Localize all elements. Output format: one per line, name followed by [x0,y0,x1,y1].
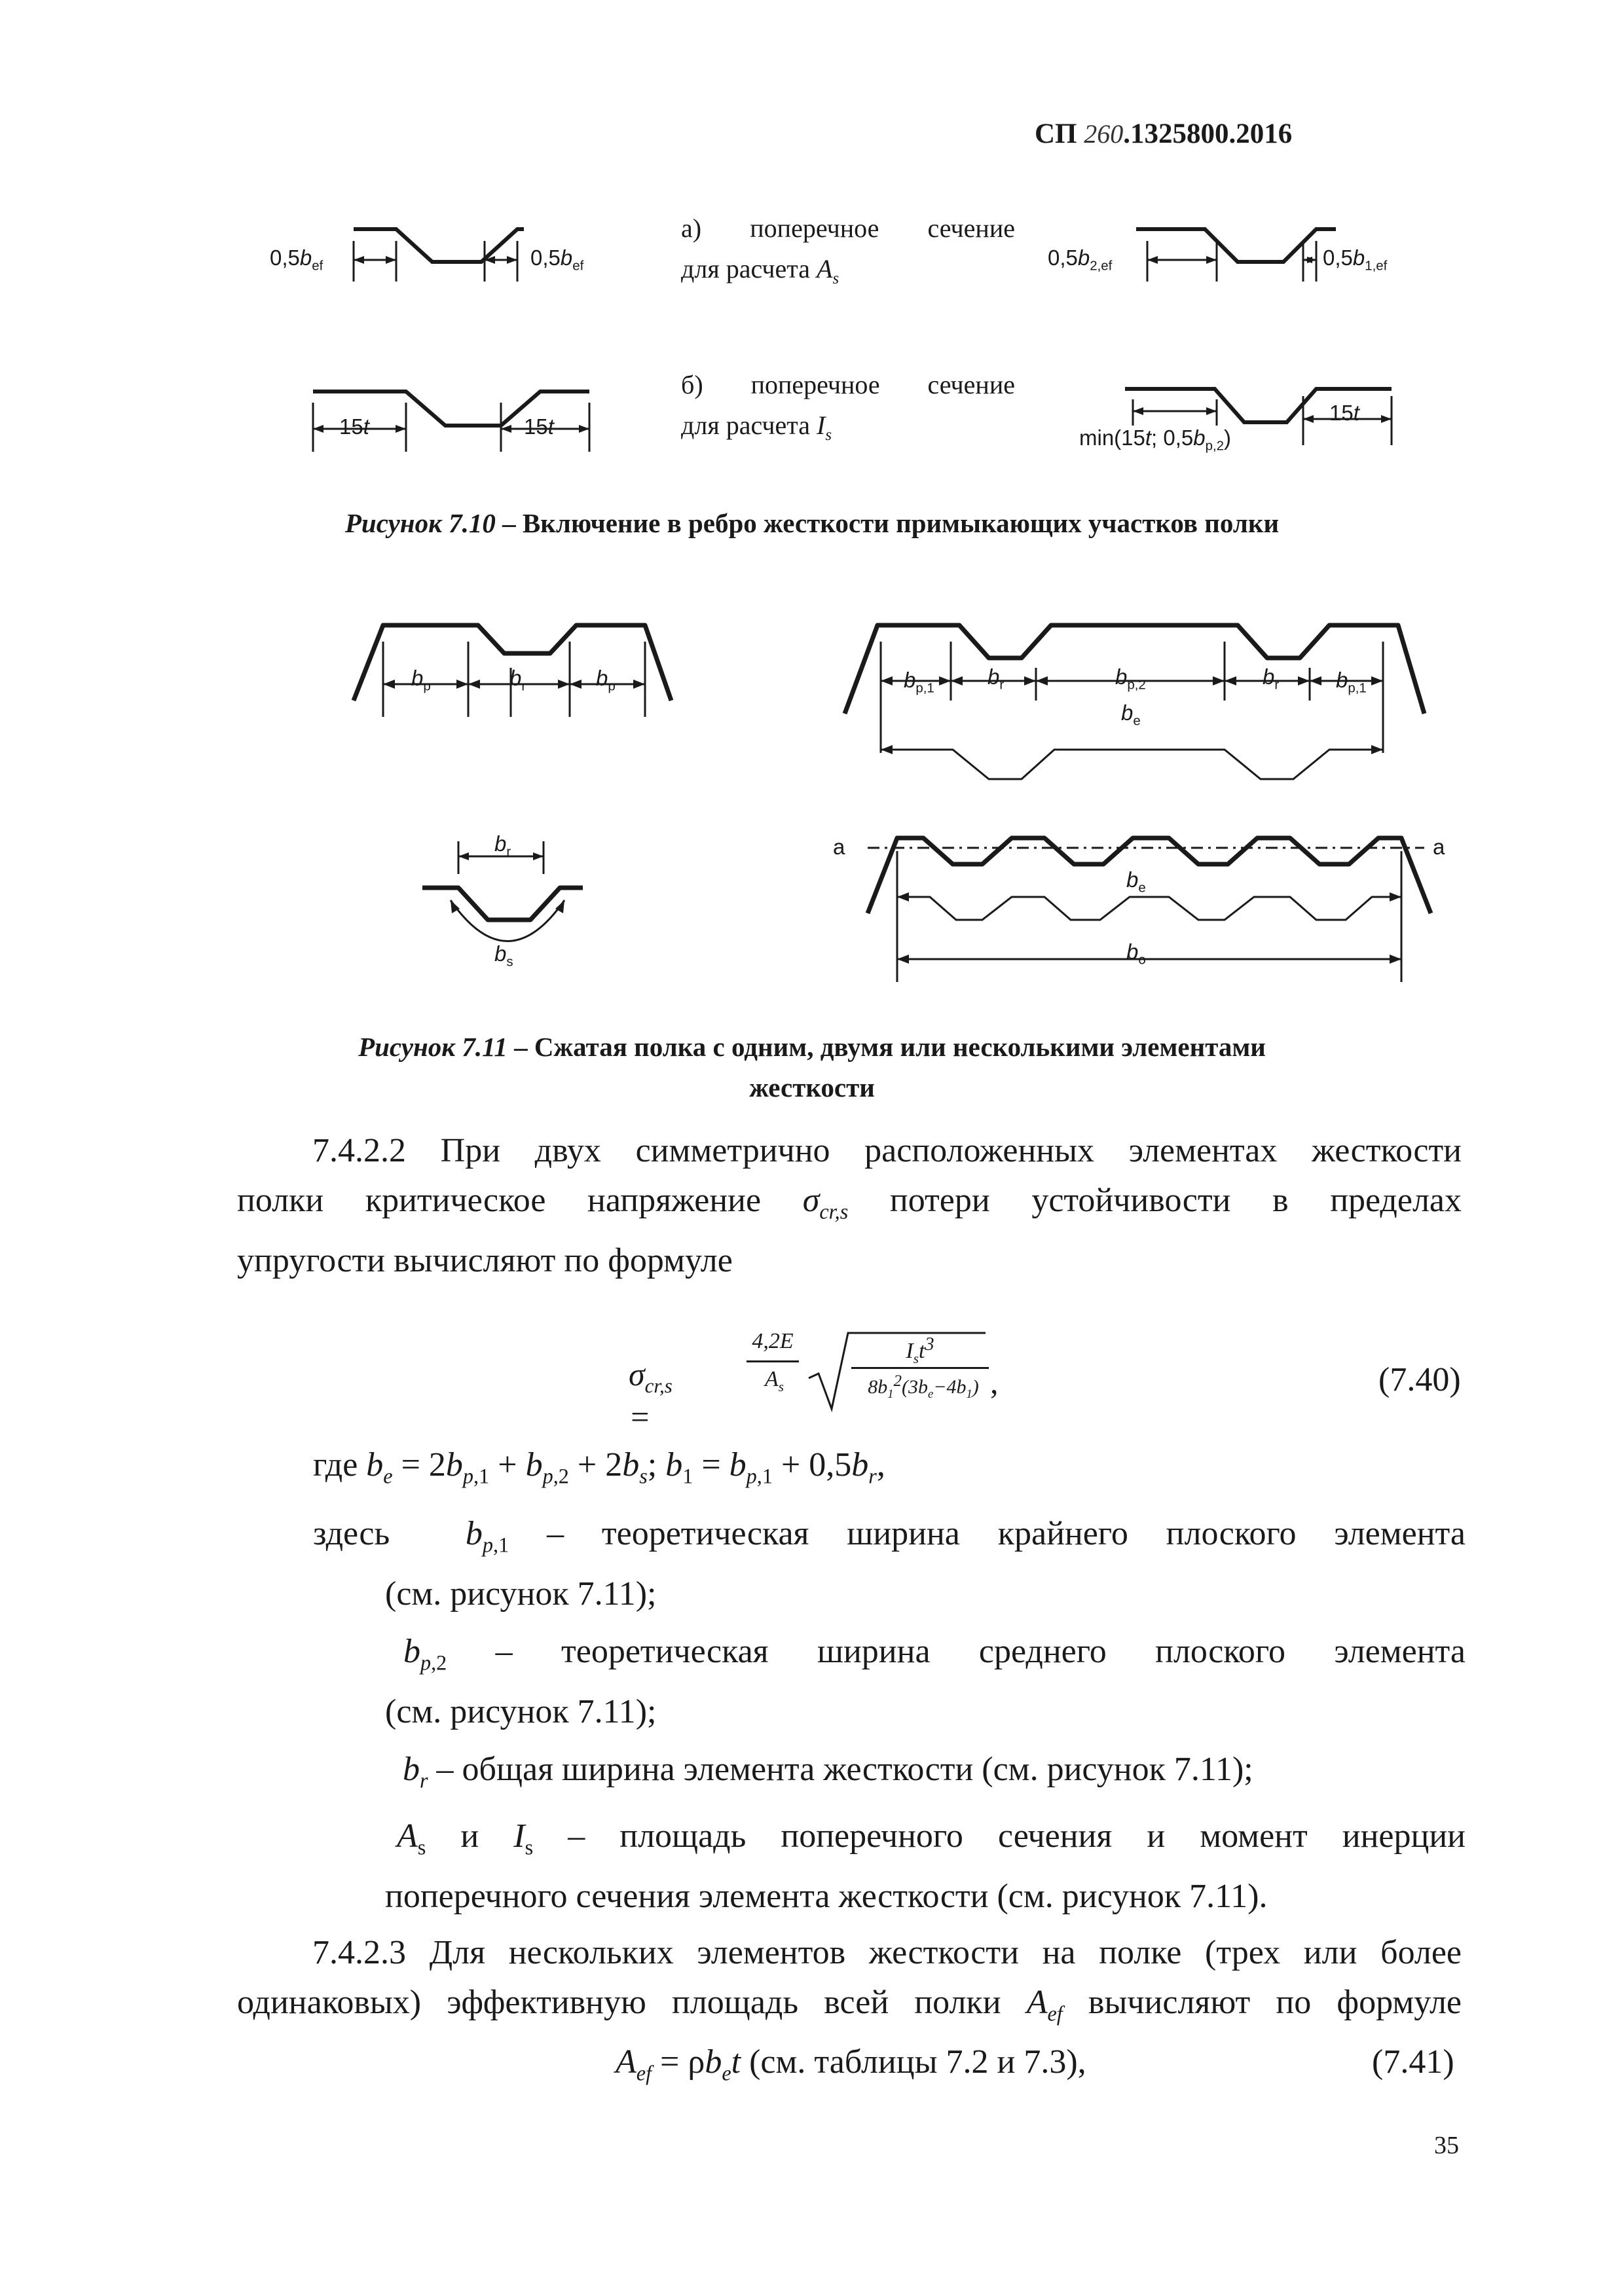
formula-denominator-2: $8b_1^2(3b_e-4b_1)$ [868,1372,979,1401]
figure-7-11-caption [196,1027,1428,1108]
label-bp2: $b_{p,2}$ [1115,665,1146,693]
p2-line2: одинаковых) эффективную площадь всей полки $A_{ef}$ вычисляют по формуле [237,1984,1462,2026]
caption-a-line2: для расчета [681,254,811,283]
caption-a-line1: а) поперечное сечение [681,213,1015,243]
formula-7-41-number: (7.41) [1372,2043,1454,2081]
label-a-left: a [833,835,845,859]
be-projection-two [881,750,1383,779]
label-bp-1: $b_p$ [411,666,431,694]
label-bp1-left: $b_{p,1}$ [904,668,934,696]
label-br-left: $b_r$ [987,665,1005,693]
formula-7-41: $A_{ef} = \rho b_et$ (см. таблицы 7.2 и 7.3), [616,2043,1086,2085]
formula-numerator-2: $I_st^3$ [906,1334,934,1367]
definition-as-is: $A_s$ и $I_s$ – площадь поперечного сечения и момент инерции поперечного сечения элемента жесткости (см. рисунок 7.11). [385,1812,1466,1922]
p2-line1: 7.4.2.3 Для нескольких элементов жесткости на полке (трех или более [312,1934,1462,1971]
label-min-15t: min(15t; $0,5b_{p,2}$) [1079,426,1232,454]
label-15t-right-b: 15t [1329,401,1359,425]
def1-line2: (см. рисунок 7.11); [385,1575,657,1613]
figure-7-10-label: Рисунок 7.10 [344,508,496,538]
label-bp-2: $b_p$ [596,666,616,694]
label-bs: $b_s$ [494,941,513,970]
header-handwritten-number: 260 [1084,119,1124,149]
paragraph-7-4-2-2 [237,1126,1462,1286]
def4-line2: поперечного сечения элемента жесткости (см. рисунок 7.11). [385,1878,1268,1916]
def2-line2: (см. рисунок 7.11); [385,1693,657,1731]
label-bp1-right: $b_{p,1}$ [1336,668,1367,696]
label-bo: $b_o$ [1126,939,1146,968]
definition-bp1: здесь $b_{p,1}$ – теоретическая ширина крайнего плоского элемента (см. рисунок 7.11); [313,1509,1466,1619]
definition-bp2: $b_{p,2}$ – теоретическая ширина среднего плоского элемента (см. рисунок 7.11); [385,1627,1466,1737]
caption-b-line1: б) поперечное сечение [681,370,1015,399]
p1-line3: упругости вычисляют по формуле [237,1242,733,1280]
label-br-1: $b_r$ [509,666,526,694]
p1-line1: 7.4.2.2 При двух симметрично расположенных элементах жесткости [312,1132,1462,1169]
profile-a-left [354,229,524,262]
label-15t-right: 15t [524,414,554,439]
label-0-5bef-right: $0,5b_{ef}$ [530,246,584,274]
label-0-5b1ef: $0,5b_{1,ef}$ [1323,246,1388,274]
label-0-5b2ef: $0,5b_{2,ef}$ [1048,246,1113,274]
label-br-detail: $b_r$ [494,831,511,860]
be-projection-multi [897,897,1401,920]
figure-7-11-text-2: жесткости [749,1072,875,1102]
label-br-right: $b_r$ [1263,665,1280,693]
formula-7-40-number: (7.40) [1378,1361,1461,1398]
p1-line2: полки критическое напряжение $\sigma_{cr,s}$ потери устойчивости в пределах [237,1182,1462,1224]
definition-br: $b_r$ – общая ширина элемента жесткости (см. рисунок 7.11); [403,1751,1253,1793]
header-number: .1325800.2016 [1123,118,1293,149]
profile-multi-stiffeners [868,838,1431,913]
label-be-multi: $b_e$ [1126,867,1146,896]
label-a-right: a [1433,835,1445,859]
fig-7-10-caption-b: б) поперечное сечение для расчета $I_s$ [681,365,1015,456]
fig-7-10-caption-a: а) поперечное сечение для расчета $A_s$ [681,208,1015,299]
where-line: где $b_e = 2b_{p,1} + b_{p,2} + 2b_s$; $b_1 = b_{p,1} + 0,5b_r$, [313,1446,885,1488]
figure-7-10-text: – Включение в ребро жесткости примыкающих участков полки [495,508,1280,538]
label-15t-left: 15t [339,414,369,439]
figure-7-11-drawings [0,576,1624,1008]
figure-7-11-text: – Сжатая полка с одним, двумя или несколькими элементами [507,1032,1266,1062]
label-be-two: $b_e$ [1121,701,1141,729]
caption-b-line2: для расчета [681,410,811,440]
paragraph-7-4-2-3 [237,1928,1462,2038]
label-0-5bef-left: $0,5b_{ef}$ [270,246,323,274]
formula-numerator-1: 4,2E [752,1329,794,1353]
formula-denominator-1: $A_s$ [765,1367,784,1394]
profile-a-right [1136,229,1336,262]
profile-stiffener-detail [422,888,583,920]
figure-7-11-label: Рисунок 7.11 [358,1032,507,1062]
header-code: СП [1035,118,1077,149]
page-number: 35 [1434,2132,1459,2159]
figure-7-10-caption [196,507,1428,539]
